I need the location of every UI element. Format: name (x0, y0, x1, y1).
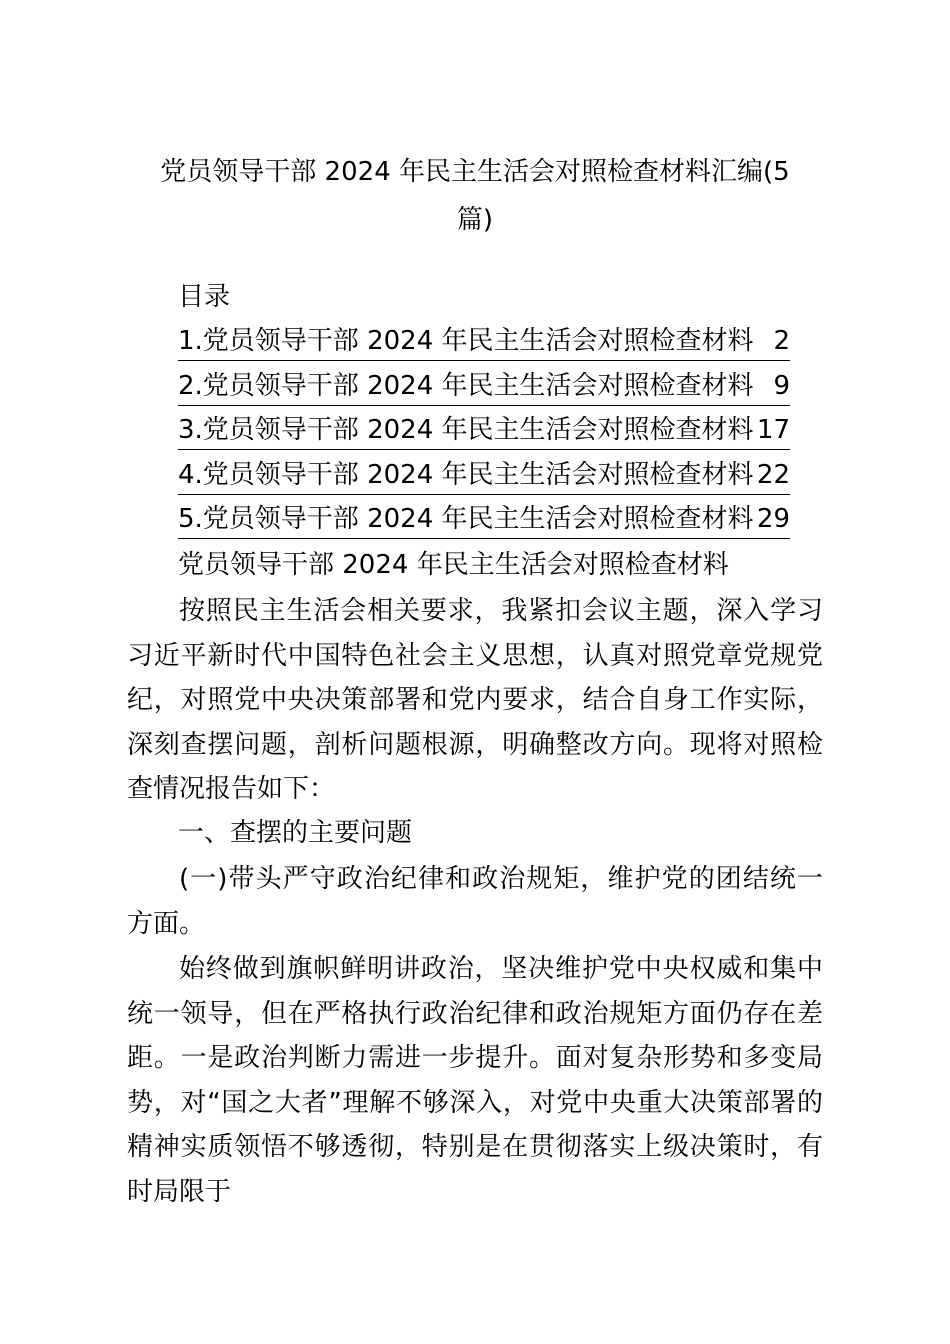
title-line-1: 党员领导干部 2024 年民主生活会对照检查材料汇编(5 (160, 157, 790, 187)
toc-entry-label[interactable]: 1.党员领导干部 2024 年民主生活会对照检查材料 (178, 326, 754, 356)
toc-entry-3[interactable] (178, 410, 790, 450)
toc-entry-label[interactable]: 2.党员领导干部 2024 年民主生活会对照检查材料 (178, 371, 754, 401)
document-title (127, 148, 823, 244)
toc-entry-page[interactable]: 2 (773, 326, 790, 356)
subsection-heading-1: (一)带头严守政治纪律和政治规矩，维护党的团结统一方面。 (127, 864, 823, 939)
toc-entry-4[interactable] (178, 455, 790, 495)
toc-entry-label[interactable]: 3.党员领导干部 2024 年民主生活会对照检查材料 (178, 415, 754, 445)
toc-entry-label[interactable]: 4.党员领导干部 2024 年民主生活会对照检查材料 (178, 460, 754, 490)
title-line-2: 篇) (456, 205, 494, 235)
toc-heading: 目录 (178, 282, 231, 312)
toc-entry-2[interactable] (178, 366, 790, 406)
toc-entry-1[interactable] (178, 321, 790, 361)
intro-paragraph: 按照民主生活会相关要求，我紧扣会议主题，深入学习习近平新时代中国特色社会主义思想，认真对照党章党规党纪，对照党中央决策部署和党内要求，结合自身工作实际，深刻查摆问题，剖析问题根源，明确整改方向。现将对照检查情况报告如下： (127, 596, 823, 804)
toc-entry-page[interactable]: 22 (756, 460, 790, 490)
toc-entry-page[interactable]: 9 (773, 371, 790, 401)
section-heading-1: 一、查摆的主要问题 (178, 818, 413, 848)
toc-entry-page[interactable]: 29 (756, 504, 790, 534)
toc-entry-5[interactable] (178, 499, 790, 539)
section-subtitle: 党员领导干部 2024 年民主生活会对照检查材料 (178, 550, 729, 580)
body-paragraph-1: 始终做到旗帜鲜明讲政治，坚决维护党中央权威和集中统一领导，但在严格执行政治纪律和政治规矩方面仍存在差距。一是政治判断力需进一步提升。面对复杂形势和多变局势，对“国之大者”理解不够深入，对党中央重大决策部署的精神实质领悟不够透彻，特别是在贯彻落实上级决策时，有时局限于 (127, 954, 823, 1207)
toc-entry-label[interactable]: 5.党员领导干部 2024 年民主生活会对照检查材料 (178, 504, 754, 534)
toc-entry-page[interactable]: 17 (756, 415, 790, 445)
